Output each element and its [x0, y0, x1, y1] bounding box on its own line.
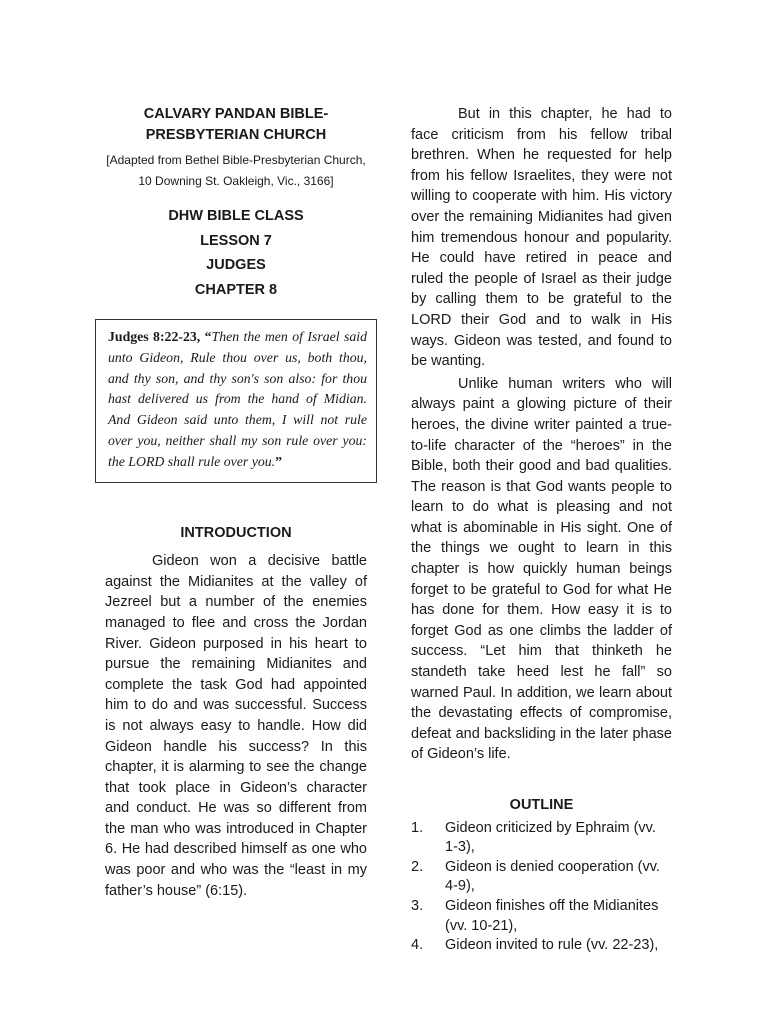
verse-reference: Judges 8:22-23,	[108, 329, 205, 344]
outline-item-text: Gideon is denied cooperation (vv. 4-9),	[445, 858, 660, 895]
class-name: DHW BIBLE CLASS	[168, 208, 304, 224]
outline-item	[411, 858, 672, 897]
outline-list	[411, 819, 672, 956]
outline-item-number: 1.	[411, 819, 424, 836]
verse-text: Then the men of Israel said unto Gideon, Rule thou over us, both thou, and thy son, and thy son's son also: for thou hast delivered us from the hand of Midian. And Gideon said unto them, I will not rule over you, neither shall my son rule over you: the LORD shall rule over you.	[108, 329, 367, 469]
outline-item-text: Gideon finishes off the Midianites (vv. 10-21),	[445, 897, 659, 934]
outline-item-number: 4.	[411, 937, 424, 954]
right-paragraph-2: Unlike human writers who will always paint a glowing picture of their heroes, the divine writer painted a true-to-life character of the “heroes” in the Bible, both their good and bad qualities. The reason is that God wants people to learn to do what is pleasing and not what is abominable in His sight. One of the things we ought to learn in this chapter is how quickly human beings forget to be grateful to God for what He has done for them. How easy it is to forget God as one climbs the ladder of success. “Let him that thinketh he standeth take heed lest he fall” so warned Paul. In addition, we learn about the devastating effects of compromise, defeat and backsliding in the later phase of Gideon’s life.	[411, 375, 672, 763]
chapter-number: CHAPTER 8	[194, 281, 278, 298]
outline-heading: OUTLINE	[509, 797, 574, 813]
verse-box	[95, 319, 377, 483]
introduction-heading: INTRODUCTION	[180, 524, 292, 541]
lesson-number: LESSON 7	[200, 232, 272, 249]
church-title: CALVARY PANDAN BIBLE-PRESBYTERIAN CHURCH	[143, 106, 329, 143]
right-column	[411, 104, 672, 956]
left-column	[105, 104, 367, 901]
outline-item	[411, 936, 672, 956]
outline-item-number: 2.	[411, 858, 424, 875]
outline-item-number: 3.	[411, 897, 424, 914]
verse-open-quote: “	[204, 329, 212, 344]
outline-item-text: Gideon invited to rule (vv. 22-23),	[445, 937, 659, 954]
right-paragraph-1: But in this chapter, he had to face criticism from his fellow tribal brethren. When he requested for help from his fellow Israelites, they were not willing to cooperate with him. His victory over the remaining Midianites had given him tremendous honour and popularity. He could have retired in peace and ruled the people of Israel as their judge by calling them to be grateful to the LORD their God and to walk in His ways. Gideon was tested, and found to be wanting.	[411, 106, 672, 370]
adapted-note: [Adapted from Bethel Bible-Presbyterian Church, 10 Downing St. Oakleigh, Vic., 3166]	[106, 153, 366, 188]
outline-item	[411, 897, 672, 936]
outline-item	[411, 819, 672, 858]
outline-item-text: Gideon criticized by Ephraim (vv. 1-3),	[445, 819, 656, 856]
introduction-paragraph: Gideon won a decisive battle against the Midianites at the valley of Jezreel but a number of the enemies managed to flee and cross the Jordan River. Gideon purposed in his heart to pursue the remaining Midianites and complete the task God had appointed him to do and was successful. Success is not always easy to handle. How did Gideon handle his success? In this chapter, it is alarming to see the change that took place in Gideon’s character and conduct. He was so different from the man who was introduced in Chapter 6. He had described himself as one who was poor and who was the “least in my father’s house” (6:15).	[105, 553, 367, 899]
class-heading	[105, 204, 367, 302]
verse-close-quote: ”	[275, 453, 282, 469]
book-name: JUDGES	[206, 257, 266, 273]
